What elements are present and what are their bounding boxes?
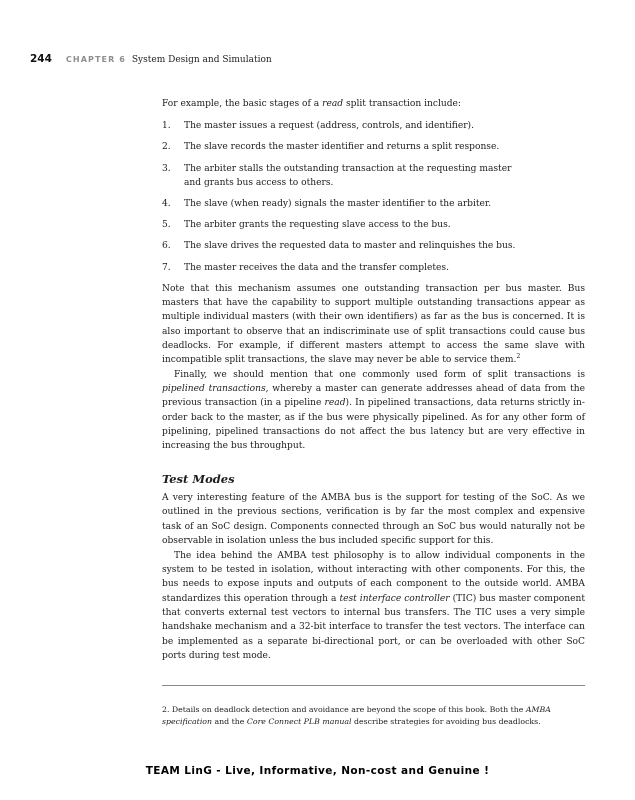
list-item-number: 5. [162, 220, 171, 231]
list-item-number: 4. [162, 199, 171, 210]
paragraph-deadlock-note: Note that this mechanism assumes one outstanding transaction per bus master. Bus masters that have the capability to support multiple outstanding transactions appear as multiple individual masters (with their own identifiers) as far as the bus is concerned. It is also important to observe that an indiscriminate use of split transactions could cause bus deadlocks. For example, if different masters attempt to access the same slave with incompatible split transactions, the slave may never be able to service them.$^2$ [162, 283, 585, 366]
list-item-text: The master receives the data and the transfer completes. [184, 262, 449, 273]
list-item [162, 119, 585, 133]
list-item-text: The arbiter stalls the outstanding transaction at the requesting master and grants bus access to others. [184, 163, 512, 188]
intro-emphasis: read [322, 99, 344, 109]
footnote-reference: 2 [516, 353, 521, 361]
chapter-label: CHAPTER 6 [65, 55, 126, 64]
list-item [162, 162, 585, 191]
list-item-text: The slave records the master identifier and returns a split response. [184, 142, 500, 153]
list-item-text: The slave drives the requested data to master and relinquishes the bus. [184, 241, 516, 252]
chapter-title: System Design and Simulation [131, 55, 272, 65]
running-header [30, 53, 610, 65]
list-item-text: The master issues a request (address, controls, and identifier). [184, 121, 474, 132]
tic-term: test interface controller [339, 593, 450, 604]
split-transaction-steps [162, 119, 585, 275]
intro-paragraph: For example, the basic stages of a read split transaction include: [162, 99, 461, 109]
footer-banner: TEAM LinG - Live, Informative, Non-cost and Genuine ! [145, 765, 490, 777]
read-term: read [324, 398, 346, 409]
paragraph-test-modes-intro: A very interesting feature of the AMBA bus is the support for testing of the SoC. As we outlined in the previous sections, verification is by far the most complex and expensive task of an SoC design. Components connected through an SoC bus would naturally not be observable in isolation unless the bus included specific support for this. [162, 493, 585, 547]
coreconnect-manual-title: Core Connect PLB manual [246, 716, 352, 726]
section-heading-test-modes: Test Modes [162, 471, 235, 486]
list-item-number: 3. [162, 163, 171, 174]
pipelined-transactions-term: pipelined transactions [162, 384, 266, 395]
footnote: 2. Details on deadlock detection and avoidance are beyond the scope of this book. Both the AMBA specification and the Core Connect PLB manual describe strategies for avoiding bus deadlocks. [162, 704, 551, 726]
list-item-number: 6. [162, 241, 171, 252]
list-item [162, 239, 585, 253]
list-item-text: The arbiter grants the requesting slave access to the bus. [184, 220, 451, 231]
list-item [162, 140, 585, 154]
list-item [162, 218, 585, 232]
list-item-text: The slave (when ready) signals the master identifier to the arbiter. [184, 199, 492, 210]
body-text [162, 97, 585, 663]
list-item-number: 7. [162, 262, 171, 273]
list-item-number: 2. [162, 142, 171, 153]
paragraph-test-philosophy: The idea behind the AMBA test philosophy is to allow individual components in the system to be tested in isolation, without interacting with other components. For this, the bus needs to expose inputs and outputs of each component to the outside world. AMBA standardizes this operation through a test interface controller (TIC) bus master component that converts external test vectors to internal bus transfers. The TIC uses a very simple handshake mechanism and a 32-bit interface to transfer the test vectors. The interface can be implemented as a separate bi-directional port, or can be overloaded with other SoC ports during test mode. [162, 550, 585, 661]
footnote-divider [162, 685, 585, 686]
page-number: 244 [30, 53, 52, 65]
list-item [162, 261, 585, 275]
list-item-number: 1. [162, 121, 171, 132]
list-item [162, 197, 585, 211]
amba-spec-title: AMBA specification [162, 704, 551, 726]
paragraph-pipelined-transactions: Finally, we should mention that one commonly used form of split transactions is pipelined transactions, whereby a master can generate addresses ahead of data from the previous transaction (in a pipeline read). In pipelined transactions, data returns strictly in-order back to the master, as if the bus were physically pipelined. As for any other form of pipelining, pipelined transactions do not affect the bus latency but are very effective in increasing the bus throughput. [162, 369, 585, 452]
